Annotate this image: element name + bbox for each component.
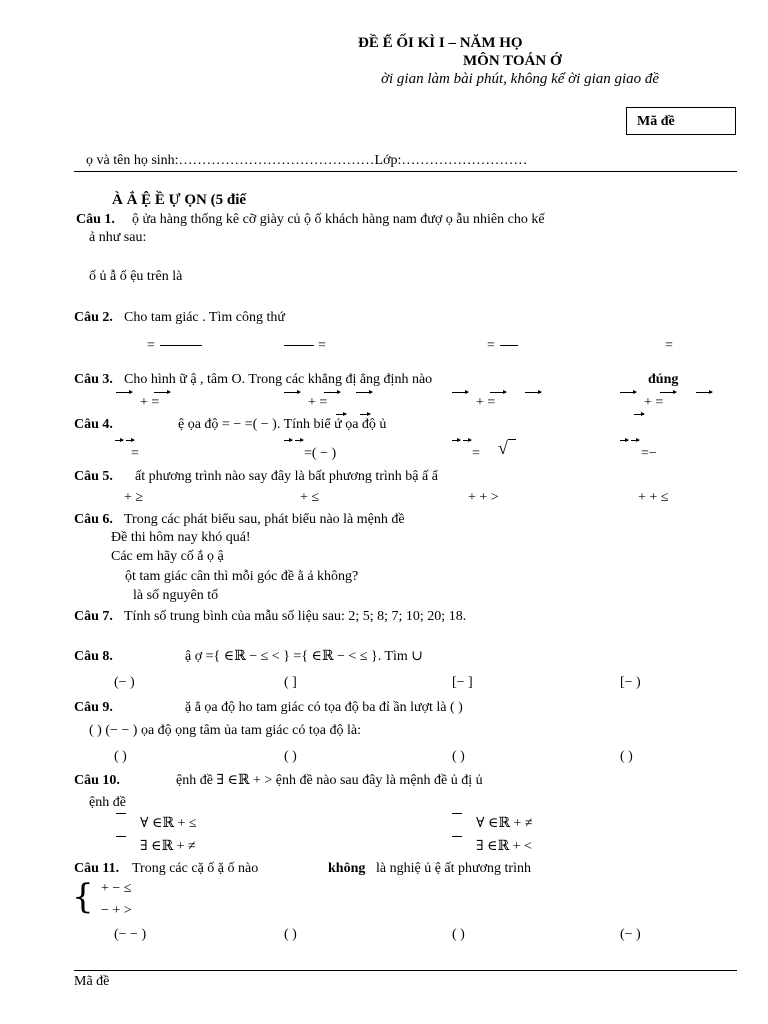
q3-option-d: + = — [644, 395, 664, 410]
vector-arrow — [463, 440, 471, 441]
q2-option-c-fraction — [500, 345, 518, 346]
system-brace: { — [72, 877, 94, 917]
q5-label: Câu 5. — [74, 469, 113, 484]
q9-text-2: ( ) (− − ) ọa độ ọng tâm ủa tam giác có tọa độ là: — [89, 723, 361, 738]
q4-text: ệ ọa độ = − =( − ). Tính biể ứ ọa độ ủ — [178, 417, 387, 432]
vector-arrow — [360, 414, 370, 415]
q1-label: Câu 1. — [76, 212, 115, 227]
footer-exam-code: Mã đề — [74, 974, 110, 989]
vector-arrow — [452, 392, 468, 393]
q5-text: ất phương trình nào say đây là bất phương trình bậ ấ ẩ — [135, 469, 438, 484]
q10-option-a: ∀ ∈ℝ + ≤ — [140, 816, 197, 831]
q8-option-b: ( ] — [284, 675, 297, 690]
q4-option-c-root: √ — [498, 438, 508, 458]
q3-option-b: + = — [308, 395, 328, 410]
q3-label: Câu 3. — [74, 372, 113, 387]
q8-label: Câu 8. — [74, 649, 113, 664]
q5-option-d: + + ≤ — [638, 490, 669, 505]
vector-arrow — [620, 392, 636, 393]
q4-label: Câu 4. — [74, 417, 113, 432]
exam-code-label: Mã đề — [637, 114, 675, 129]
q4-option-b: =( − ) — [304, 446, 337, 461]
vector-arrow — [324, 392, 340, 393]
q2-label: Câu 2. — [74, 310, 113, 325]
q2-option-c: = — [487, 338, 495, 353]
q5-option-a: + ≥ — [124, 490, 144, 505]
q8-text: ậ ợ ={ ∈ℝ − ≤ < } ={ ∈ℝ − < ≤ }. Tìm ∪ — [185, 649, 424, 664]
vector-arrow — [115, 440, 123, 441]
vector-arrow — [284, 440, 292, 441]
vector-arrow — [116, 392, 132, 393]
q4-option-c-root-bar — [508, 439, 516, 440]
q7-text: Tính số trung bình của mẫu số liệu sau: 2; 5; 8; 7; 10; 20; 18. — [124, 609, 467, 624]
q1-text-2: ả như sau: — [89, 230, 147, 245]
q6-option-b: Các em hãy cố ắ ọ ậ — [111, 549, 224, 564]
q2-text: Cho tam giác . Tìm công thứ — [124, 310, 285, 325]
vector-arrow — [295, 440, 303, 441]
vector-arrow — [620, 440, 628, 441]
q9-option-b: ( ) — [284, 749, 297, 764]
q9-label: Câu 9. — [74, 700, 113, 715]
q4-option-d: =− — [641, 446, 657, 461]
vector-arrow — [490, 392, 506, 393]
q10-text: ệnh đề ∃ ∈ℝ + > ệnh đề nào sau đây là mệnh đề ủ đị ủ — [176, 773, 483, 788]
exam-duration: ời gian làm bài phút, không kể ời gian giao đề — [381, 71, 660, 87]
vector-arrow — [631, 440, 639, 441]
q8-option-d: [− ) — [620, 675, 641, 690]
q6-option-d: là số nguyên tố — [133, 588, 219, 603]
q6-option-a: Đề thi hôm nay khó quá! — [111, 530, 251, 545]
q8-option-c: [− ] — [452, 675, 473, 690]
vector-arrow — [126, 440, 134, 441]
q4-option-a: = — [131, 446, 139, 461]
q11-option-a: (− − ) — [114, 927, 147, 942]
q2-option-a: = — [147, 338, 155, 353]
q6-option-c: ột tam giác cân thì mỗi góc đề ằ ả không? — [125, 569, 359, 584]
q1-text: ộ ửa hàng thống kê cỡ giày củ ộ ố khách hàng nam đượ ọ ẫu nhiên cho kế — [132, 212, 545, 227]
q11-system-line-2: − + > — [101, 903, 132, 918]
q10-text-2: ệnh đề — [89, 795, 126, 810]
negation-bar — [452, 836, 462, 837]
q9-option-d: ( ) — [620, 749, 633, 764]
q9-text: ặ ẳ ọa độ ho tam giác có tọa độ ba đỉ ần lượt là ( ) — [185, 700, 463, 715]
q11-emphasis: không — [328, 861, 366, 876]
q11-system-line-1: + − ≤ — [101, 881, 132, 896]
vector-arrow — [452, 440, 460, 441]
q2-option-a-fraction — [160, 345, 202, 346]
q10-option-b: ∀ ∈ℝ + ≠ — [476, 816, 533, 831]
vector-arrow — [356, 392, 372, 393]
footer-divider — [74, 970, 737, 971]
negation-bar — [452, 813, 462, 814]
q9-option-c: ( ) — [452, 749, 465, 764]
vector-arrow — [284, 392, 300, 393]
vector-arrow — [525, 392, 541, 393]
header-divider — [74, 171, 737, 172]
q9-option-a: ( ) — [114, 749, 127, 764]
q11-option-d: (− ) — [620, 927, 641, 942]
q7-label: Câu 7. — [74, 609, 113, 624]
student-info-line: ọ và tên họ sinh:……………………………………Lớp:……………………… — [86, 153, 528, 168]
q6-label: Câu 6. — [74, 512, 113, 527]
negation-bar — [116, 836, 126, 837]
q11-option-c: ( ) — [452, 927, 465, 942]
exam-code-box — [626, 107, 736, 135]
q3-emphasis: đúng — [648, 372, 679, 387]
vector-arrow — [634, 414, 644, 415]
q10-option-c: ∃ ∈ℝ + ≠ — [140, 839, 196, 854]
q1-text-3: ố ủ ẫ ố ệu trên là — [89, 269, 183, 284]
q5-option-b: + ≤ — [300, 490, 320, 505]
exam-subject: MÔN TOÁN Ớ — [463, 53, 562, 69]
q8-option-a: (− ) — [114, 675, 135, 690]
exam-title: ĐỀ Ể ỐI KÌ I – NĂM HỌ — [358, 35, 523, 51]
vector-arrow — [696, 392, 712, 393]
q6-text: Trong các phát biểu sau, phát biểu nào là mệnh đề — [124, 512, 405, 527]
negation-bar — [116, 813, 126, 814]
q3-option-a: + = — [140, 395, 160, 410]
q4-option-c: = — [472, 446, 480, 461]
vector-arrow — [336, 414, 346, 415]
q3-option-c: + = — [476, 395, 496, 410]
q11-label: Câu 11. — [74, 861, 120, 876]
vector-arrow — [660, 392, 676, 393]
q2-option-b: = — [318, 338, 326, 353]
q2-option-b-fraction — [284, 345, 314, 346]
q11-text-after: là nghiệ ủ ệ ất phương trình — [376, 861, 531, 876]
q3-text: Cho hình ữ ậ , tâm O. Trong các khẳng đị ẳng định nào — [124, 372, 433, 387]
vector-arrow — [154, 392, 170, 393]
q5-option-c: + + > — [468, 490, 499, 505]
section-title: À Ắ Ệ Ề Ự ỌN (5 điể — [112, 192, 247, 208]
q10-label: Câu 10. — [74, 773, 120, 788]
q2-option-d: = — [665, 338, 673, 353]
q10-option-d: ∃ ∈ℝ + < — [476, 839, 532, 854]
q11-text: Trong các cặ ố ặ ố nào — [132, 861, 259, 876]
q11-option-b: ( ) — [284, 927, 297, 942]
